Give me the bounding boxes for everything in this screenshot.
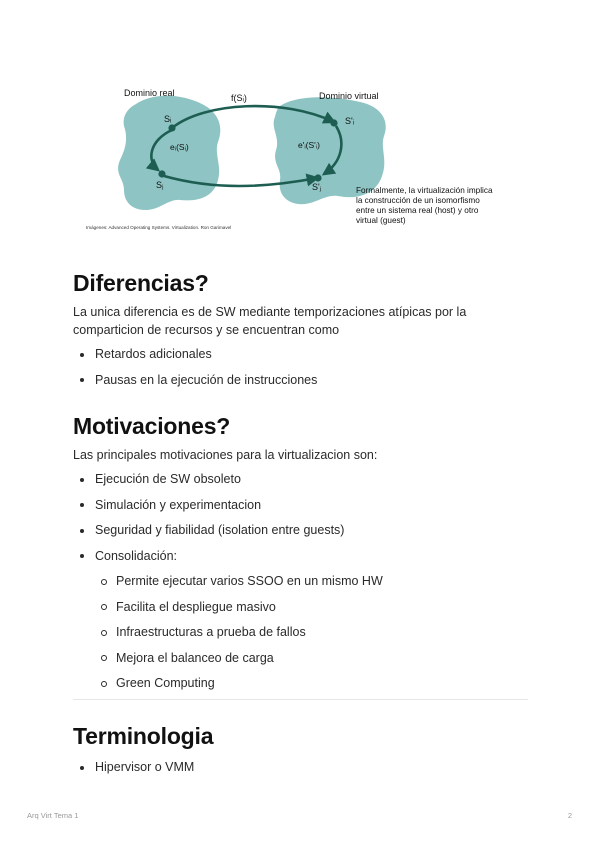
real-state-top-node [168,124,175,131]
paragraph-line: La unica diferencia es de SW mediante temporizaciones atípicas por la [73,305,467,319]
arrow-top-label: f(Sᵢ) [231,93,247,103]
paragraph-line: comparticion de recursos y se encuentran como [73,323,340,337]
figure-source-caption: Imágenes: Advanced Operating Systems. Virtualization. Ron Garimavel [86,225,232,230]
diferencias-list [73,346,528,397]
sub-list-item: Mejora el balanceo de carga [73,650,528,676]
page-number: 2 [567,811,572,820]
consolidacion-sublist [73,573,528,701]
list-item: Simulación y experimentacion [73,497,528,523]
figure-note [356,186,495,225]
motivaciones-paragraph: Las principales motivaciones para la virtualizacion son: [73,448,378,462]
motivaciones-list [73,471,528,573]
terminologia-list [73,759,528,785]
virtual-transition-label: e'ᵢ(S'ᵢ) [298,140,320,150]
section-title-motivaciones: Motivaciones? [73,413,231,439]
figure-note-line: virtual (guest) [356,216,406,225]
list-item: Hipervisor o VMM [73,759,528,785]
real-state-top-label: Sᵢ [164,114,172,124]
sub-list-item: Green Computing [73,675,528,701]
sub-list-item: Permite ejecutar varios SSOO en un mismo HW [73,573,528,599]
sub-list-item: Infraestructuras a prueba de fallos [73,624,528,650]
virtual-state-bottom-label: S'ⱼ [312,182,322,192]
sub-list-item: Facilita el despliegue masivo [73,599,528,625]
list-item: Ejecución de SW obsoleto [73,471,528,497]
virtual-state-top-label: S'ᵢ [345,116,355,126]
virtual-state-top-node [330,119,337,126]
section-title-diferencias: Diferencias? [73,270,209,296]
list-item: Pausas en la ejecución de instrucciones [73,372,528,398]
real-state-bottom-label: Sⱼ [156,180,164,190]
virtual-domain-label: Dominio virtual [319,91,379,101]
real-state-bottom-node [158,170,165,177]
list-item: Seguridad y fiabilidad (isolation entre guests) [73,522,528,548]
figure-note-line: Formalmente, la virtualización implica [356,186,493,195]
section-divider [73,699,528,700]
virtual-state-bottom-node [314,174,321,181]
virtualization-isomorphism-figure [84,84,529,234]
list-item: Consolidación: [73,548,528,574]
section-title-terminologia: Terminologia [73,723,214,749]
list-item: Retardos adicionales [73,346,528,372]
diferencias-paragraph [73,303,528,339]
footer-left: Arq Virt Tema 1 [27,811,79,820]
figure-note-line: entre un sistema real (host) y otro [356,206,479,215]
real-transition-label: eᵢ(Sᵢ) [170,142,189,152]
figure-note-line: la construcción de un isomorfismo [356,196,480,205]
real-domain-label: Dominio real [124,88,175,98]
